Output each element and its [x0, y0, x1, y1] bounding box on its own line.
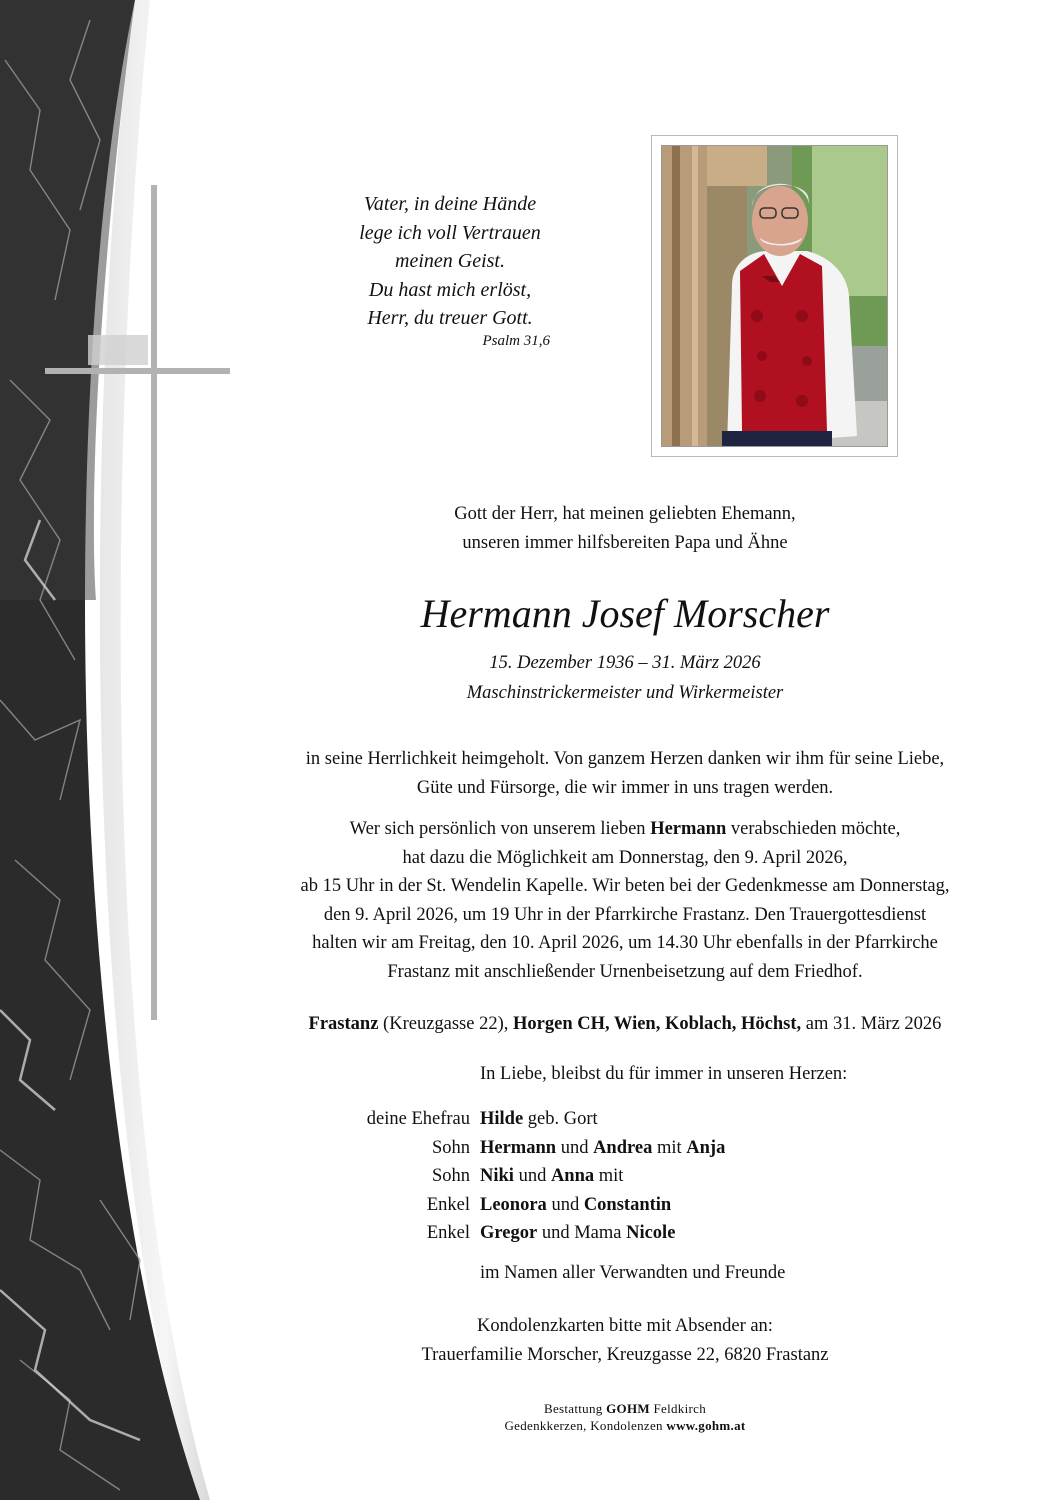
psalm-line: meinen Geist.: [395, 250, 505, 272]
text-line: halten wir am Freitag, den 10. April 2026, um 14.30 Uhr ebenfalls in der Pfarrkirche: [312, 933, 938, 953]
psalm-quote: [300, 190, 600, 333]
website-link[interactable]: www.gohm.at: [666, 1418, 746, 1433]
footer-text: Gedenkkerzen, Kondolenzen: [504, 1418, 667, 1433]
condolence-line: Trauerfamilie Morscher, Kreuzgasse 22, 6820 Frastanz: [421, 1345, 829, 1365]
text-span: Wer sich persönlich von unserem lieben: [349, 819, 651, 839]
connector-text: und: [556, 1137, 594, 1158]
text-line: ab 15 Uhr in der St. Wendelin Kapelle. Wir beten bei der Gedenkmesse am Donnerstag,: [300, 876, 950, 896]
place-date-line: [230, 1014, 1020, 1035]
connector-text: mit: [594, 1166, 624, 1186]
mourner-names: [480, 1162, 725, 1191]
deceased-details: [330, 648, 920, 708]
connector-text: geb. Gort: [523, 1109, 598, 1129]
text-line: hat dazu die Möglichkeit am Donnerstag, den 9. April 2026,: [402, 847, 848, 868]
psalm-line: Herr, du treuer Gott.: [367, 307, 533, 329]
announcement-intro: [330, 500, 920, 558]
person-name: Andrea: [593, 1137, 653, 1158]
text-line: in seine Herrlichkeit heimgeholt. Von ganzem Herzen danken wir ihm für seine Liebe,: [305, 749, 945, 769]
mourner-names: [480, 1191, 725, 1220]
portrait-photo-frame: [651, 135, 898, 457]
person-name: Anna: [550, 1166, 595, 1186]
portrait-photo: [661, 145, 888, 447]
text-span: verabschieden möchte,: [726, 819, 901, 839]
connector-text: mit: [652, 1137, 687, 1158]
mourner-row: [340, 1191, 725, 1220]
text-line: den 9. April 2026, um 19 Uhr in der Pfarrkirche Frastanz. Den Trauergottesdienst: [323, 904, 927, 925]
relation: deine Ehefrau: [366, 1109, 470, 1129]
person-name: Constantin: [583, 1194, 672, 1215]
person-name: Anja: [686, 1137, 726, 1158]
mourner-row: [340, 1219, 725, 1248]
person-name: Hermann: [480, 1137, 557, 1158]
funeral-home-footer: [330, 1400, 920, 1434]
deceased-first-name: Hermann: [650, 819, 727, 839]
person-name: Hilde: [480, 1109, 524, 1129]
company-name: GOHM: [606, 1401, 650, 1416]
psalm-reference: Psalm 31,6: [482, 333, 550, 349]
psalm-line: lege ich voll Vertrauen: [359, 221, 541, 244]
deceased-name: Hermann Josef Morscher: [420, 591, 830, 636]
mourner-names: [480, 1134, 725, 1163]
mourner-row: [340, 1134, 725, 1163]
mourner-row: [340, 1105, 725, 1134]
other-places: Horgen CH, Wien, Koblach, Höchst,: [513, 1014, 802, 1034]
text-line: [230, 815, 1020, 844]
psalm-line: Du hast mich erlöst,: [368, 278, 532, 301]
town-name: Frastanz: [308, 1014, 379, 1034]
mourner-names: [480, 1219, 725, 1248]
relation: Enkel: [426, 1194, 470, 1215]
intro-line: Gott der Herr, hat meinen geliebten Ehemann,: [454, 504, 796, 524]
mourner-names: [480, 1105, 725, 1134]
text-line: Frastanz mit anschließender Urnenbeisetzung auf dem Friedhof.: [387, 961, 863, 982]
person-name: Leonora: [480, 1194, 547, 1215]
mourner-row: [340, 1162, 725, 1191]
service-details: [230, 815, 1020, 986]
relation: Sohn: [431, 1166, 470, 1186]
connector-text: und Mama: [537, 1223, 627, 1243]
footer-line: [330, 1417, 920, 1434]
footer-text: Bestattung: [543, 1401, 607, 1416]
psalm-line: Vater, in deine Hände: [363, 193, 537, 215]
relation: Sohn: [431, 1137, 470, 1158]
intro-line: unseren immer hilfsbereiten Papa und Ähne: [462, 533, 788, 553]
marble-border-decoration: [0, 0, 230, 1500]
profession: Maschinstrickermeister und Wirkermeister: [466, 683, 784, 703]
mourners-list: [340, 1105, 725, 1248]
connector-text: und: [513, 1166, 551, 1186]
condolence-line: Kondolenzkarten bitte mit Absender an:: [477, 1316, 773, 1336]
life-dates: 15. Dezember 1936 – 31. März 2026: [489, 653, 761, 673]
relation: Enkel: [426, 1223, 470, 1243]
footer-text: Feldkirch: [649, 1401, 707, 1416]
on-behalf-line: im Namen aller Verwandten und Freunde: [480, 1263, 786, 1283]
date: am 31. März 2026: [801, 1014, 942, 1034]
condolence-address: [330, 1312, 920, 1370]
person-name: Gregor: [480, 1223, 538, 1243]
gratitude-text: [230, 745, 1020, 803]
footer-line: [330, 1400, 920, 1417]
text-line: Güte und Fürsorge, die wir immer in uns tragen werden.: [416, 778, 834, 798]
person-name: Nicole: [626, 1223, 676, 1243]
closing-line: In Liebe, bleibst du für immer in unseren Herzen:: [480, 1064, 848, 1084]
address: (Kreuzgasse 22),: [378, 1014, 514, 1034]
connector-text: und: [546, 1194, 584, 1215]
person-name: Niki: [480, 1166, 514, 1186]
